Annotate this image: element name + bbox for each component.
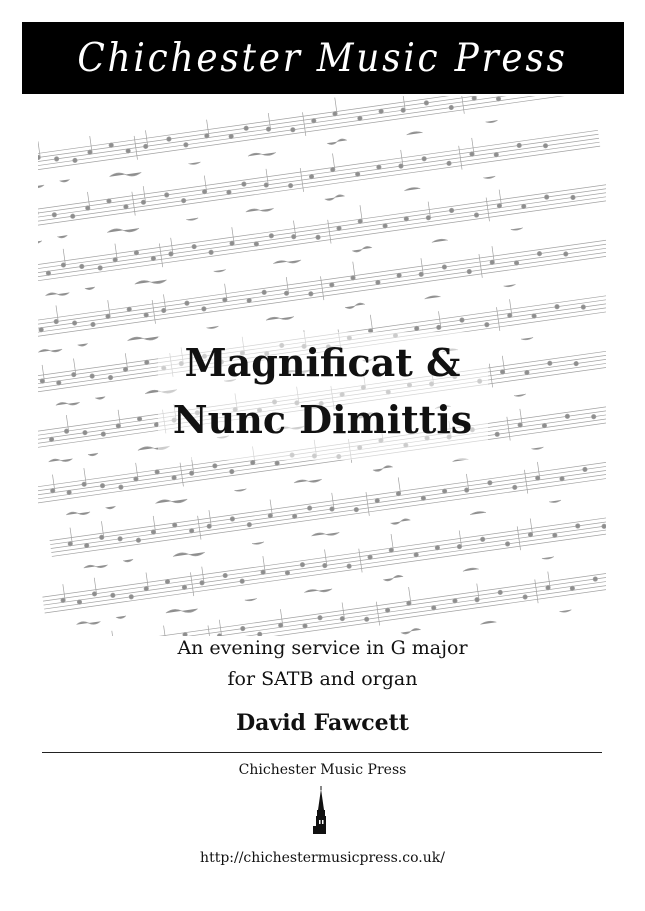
cathedral-spire-icon [312,786,330,836]
footer-divider [42,752,602,753]
composer-name: David Fawcett [236,710,409,736]
publisher-banner [22,22,624,94]
subtitle-line-2: for SATB and organ [227,668,418,690]
publisher-url-link[interactable]: http://chichestermusicpress.co.uk/ [200,850,445,866]
footer-publisher: Chichester Music Press [238,762,407,778]
title-line-1: Magnificat & [184,340,461,385]
publisher-banner-title: Chichester Music Press [77,35,569,81]
subtitle-line-1: An evening service in G major [177,637,468,659]
title-line-2: Nunc Dimittis [172,397,473,442]
